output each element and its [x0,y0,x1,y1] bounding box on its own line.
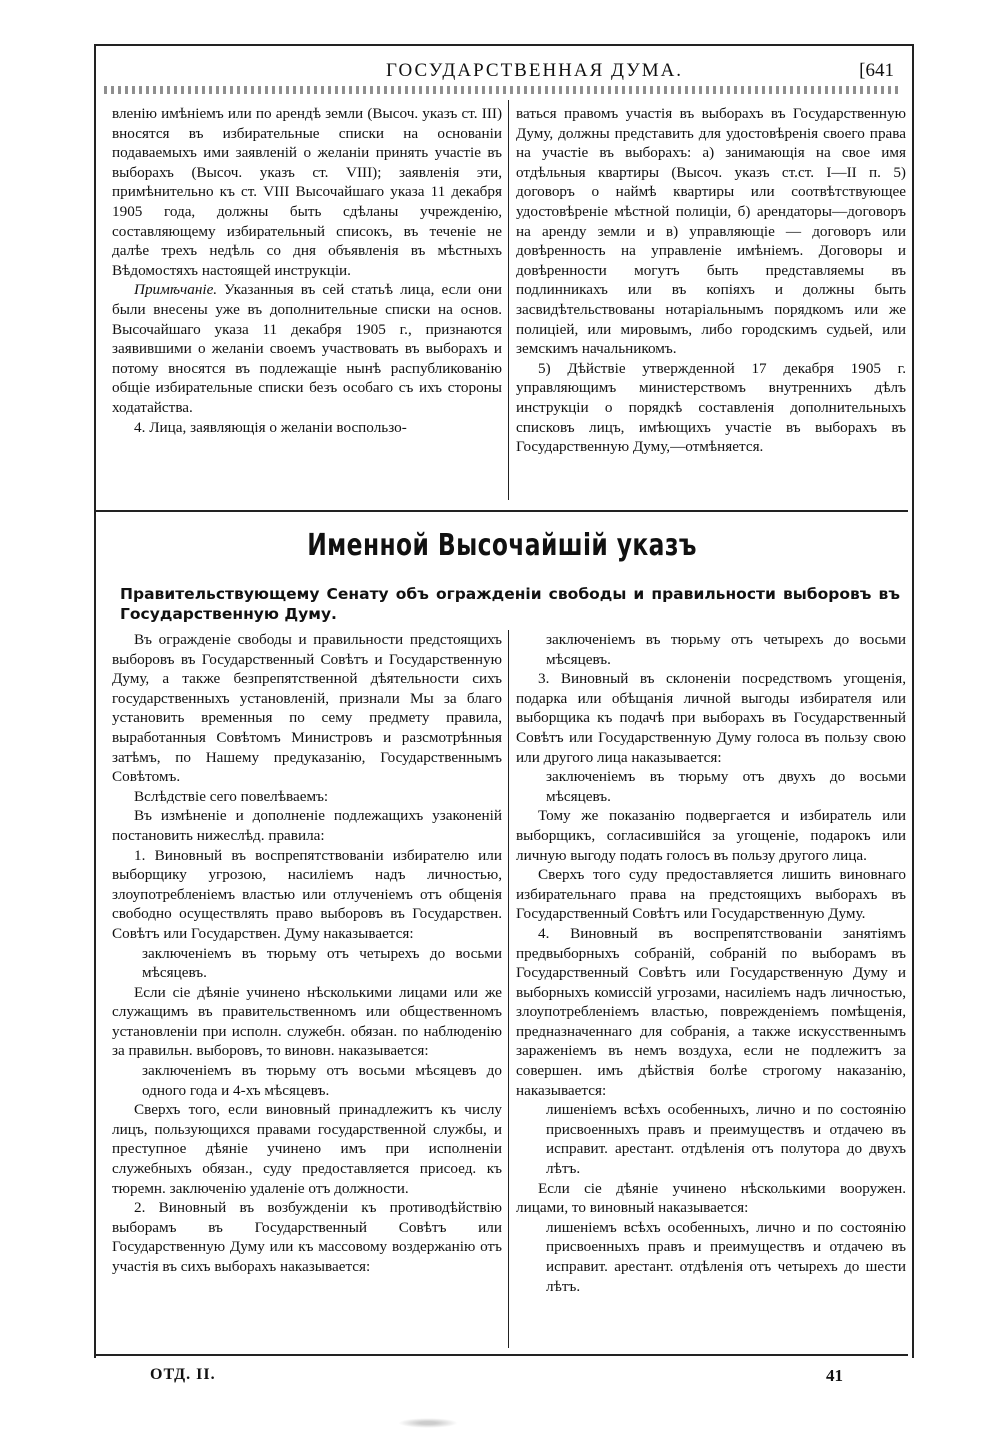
paragraph: Вслѣдствіе сего повелѣваемъ: [134,787,329,805]
paragraph: Тому же показанію подвергается и избиратель или выборщикъ, согласившійся за угощеніе, подарокъ или личную выгоду подать голосъ въ пользу другого лица. [516,807,906,864]
paragraph: Если сіе дѣяніе учинено нѣсколькими вооружен. лицами, то виновный наказывается: [516,1179,906,1217]
column-divider [508,100,509,500]
paragraph: 1. Виновный въ воспрепятствованіи избирателю или выборщику угрозою, насиліемъ надъ личностью, злоупотребленіемъ властью или отлученіемъ отъ общенія свободно осуществлять право выборовъ въ Государствен. Совѣтъ или Государствен. Думу наказывается: [112,846,502,942]
paragraph: вленію имѣніемъ или по арендѣ земли (Высоч. указъ ст. III) вносятся въ избирательные списки на основаніи подаваемыхъ ими заявленій о желаніи принять участіе въ выборахъ (Высоч. указъ ст. VIII); заявленія эти, примѣнительно къ ст. VIII Высочайшаго указа 11 декабря 1905 года, должны быть сдѣланы учрежденію, составляющему избирательный списокъ, въ теченіе не далѣе трехъ недѣль со дня объявленія въ мѣстныхъ Вѣдомостяхъ настоящей инструкціи. [112,105,502,279]
paragraph: 5) Дѣйствіе утвержденной 17 декабря 1905 г. управляющимъ министерствомъ внутреннихъ дѣлъ инструкціи о порядкѣ составленія дополнительныхъ списковъ лицъ, имѣющихъ участіе въ выборахъ въ Государственную Думу,—отмѣняется. [516,359,906,456]
footer-rule [96,1354,908,1356]
paragraph: Если сіе дѣяніе учинено нѣсколькими лицами или же служащимъ въ правительственномъ или общественномъ установленіи при исполн. служебн. обязан. по наблюденію за правильн. выборовъ, то виновн. наказывается: [112,983,502,1060]
footer-section: ОТД. II. [150,1366,216,1383]
note-text: Указанныя въ сей статьѣ лица, если они были внесены уже въ дополнительные списки на основ. Высочайшаго указа 11 декабря 1905 г., признаются заявившими о желаніи своемъ участвовать въ выборахъ и потому вносятся въ подлежащіе нынѣ распубликованію общіе избирательные списки безъ особаго съ ихъ стороны ходатайства. [112,281,502,416]
top-left-column [112,104,502,437]
header-ornament-rule [104,86,900,94]
paragraph: Сверхъ того суду предоставляется лишить виновнаго избирательнаго права на предстоящихъ выборахъ въ Государственный Совѣтъ или Государственную Думу. [516,866,906,923]
bottom-left-column [112,630,502,1277]
penalty-paragraph: заключеніемъ въ тюрьму отъ двухъ до восьми мѣсяцевъ. [546,768,906,805]
decree-title: Именной Высочайшій указъ [307,528,697,563]
paragraph: Сверхъ того, если виновный принадлежитъ къ числу лицъ, пользующихся правами государственной службы, и преступное дѣяніе учинено имъ при исполненіи служебныхъ обязан., суду предоставляется присоед. къ тюремн. заключенію удаленіе отъ должности. [112,1101,502,1197]
paragraph: 3. Виновный въ склоненіи посредствомъ угощенія, подарка или обѣщанія личной выгоды избирателя или выборщика къ подачѣ при выборахъ въ Государственный Совѣтъ или Государственную Думу голоса въ пользу свою или другого лица наказывается: [516,670,906,766]
section-rule [96,510,908,512]
paragraph: 4. Виновный въ воспрепятствованіи занятіямъ предвыборныхъ собраній, собраній по выборамъ въ Государственный Совѣтъ или Государственную Думу и выборныхъ комиссій угрозами, насиліемъ надъ личностью, злоупотребленіемъ властью, поврежденіемъ помѣщенія, предназначеннаго для собранія, а также искусственнымъ зараженіемъ въ немъ воздуха, если не подлежитъ за совершен. имъ дѣйствія болѣе строгому наказанію, наказывается: [516,924,906,1099]
footer-number: 41 [826,1366,843,1385]
penalty-paragraph: заключеніемъ въ тюрьму отъ четырехъ до восьми мѣсяцевъ. [546,631,906,668]
paragraph: 4. Лица, заявляющія о желаніи воспользо- [134,418,407,436]
penalty-paragraph: заключеніемъ въ тюрьму отъ восьми мѣсяцевъ до одного года и 4-хъ мѣсяцевъ. [142,1062,502,1099]
penalty-paragraph: лишеніемъ всѣхъ особенныхъ, лично и по состоянію присвоенныхъ правъ и преимуществъ и отдачею въ исправит. арестант. отдѣленія отъ четырехъ до шести лѣтъ. [546,1218,906,1295]
penalty-paragraph: лишеніемъ всѣхъ особенныхъ, лично и по состоянію присвоенныхъ правъ и преимуществъ и отдачею въ исправит. арестант. отдѣленія отъ полутора до двухъ лѣтъ. [546,1101,906,1178]
bottom-right-column [516,630,906,1296]
header-title: ГОСУДАРСТВЕННАЯ ДУМА. [386,60,684,81]
penalty-paragraph: заключеніемъ въ тюрьму отъ четырехъ до восьми мѣсяцевъ. [142,944,502,982]
note-label: Примѣчаніе. [134,281,218,299]
top-right-column [516,104,906,457]
paragraph: 2. Виновный въ возбужденіи къ противодѣйствію выборамъ въ Государственный Совѣтъ или Государственную Думу или къ массовому воздержанію отъ участія въ сихъ выборахъ наказывается: [112,1199,502,1275]
paragraph: Въ огражденіе свободы и правильности предстоящихъ выборовъ въ Государственный Совѣтъ и Государственную Думу, а также безпрепятственной дѣятельности сихъ государственныхъ установленій, признали Мы за благо установить временныя по сему предмету правила, выработанныя Совѣтомъ Министровъ и разсмотрѣнныя затѣмъ, по Нашему предуказанію, Государственнымъ Совѣтомъ. [112,631,502,786]
header-page-number: [641 [859,60,894,81]
scan-smudge [398,1418,458,1428]
decree-subtitle: Правительствующему Сенату объ огражденіи свободы и правильности выборовъ въ Государственную Думу. [120,585,900,623]
column-divider [508,630,509,1348]
paragraph: ваться правомъ участія въ выборахъ въ Государственную Думу, должны представить для удостовѣренія своего права на участіе въ выборахъ: а) занимающія на свое имя отдѣльныя квартиры (Высоч. указъ ст.ст. I—II п. 5) договоръ о наймѣ квартиры или соотвѣтствующее удостовѣреніе мѣстной полиціи, б) арендаторы—договоръ на аренду земли и в) управляющіе — договоръ или довѣренность на управленіе имѣніемъ. Договоры и довѣренности могутъ быть представляемы въ подлинникахъ или въ копіяхъ и должны быть засвидѣтельствованы нотаріальнымъ порядкомъ или же полиціей, или мировымъ, либо городскимъ судьей, или земскимъ начальникомъ. [516,105,906,358]
note-paragraph [112,280,502,417]
paragraph: Въ измѣненіе и дополненіе подлежащихъ узаконеній постановить нижеслѣд. правила: [112,807,502,844]
